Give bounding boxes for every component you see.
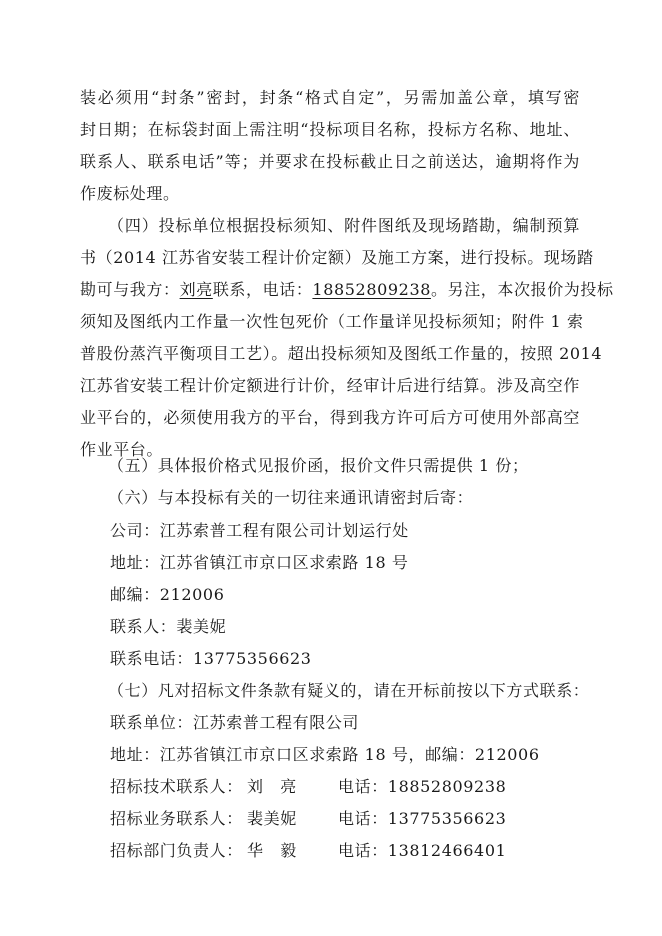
postcode-line: 邮编：212006 [110, 585, 225, 604]
contact-role: 招标技术联系人： [110, 777, 243, 796]
contact-phone: 电话：13812466401 [338, 841, 507, 860]
contact-name: 刘 亮 [247, 777, 297, 796]
text: 勘可与我方： [80, 280, 180, 299]
contact-role: 招标业务联系人： [110, 809, 243, 828]
text-line: （四）投标单位根据投标须知、附件图纸及现场踏勘，编制预算 [108, 216, 580, 235]
contact-name: 裴美妮 [247, 809, 297, 828]
address-line: 地址：江苏省镇江市京口区求索路 18 号，邮编：212006 [110, 745, 540, 764]
contact-row [110, 839, 610, 863]
text-line: 普股份蒸汽平衡项目工艺）。超出投标须知及图纸工作量的，按照 2014 [80, 344, 603, 363]
address-line: 地址：江苏省镇江市京口区求索路 18 号 [110, 553, 409, 572]
text-line: 作废标处理。 [80, 184, 180, 203]
contact-phone: 电话：13775356623 [338, 809, 507, 828]
contact-row [110, 775, 610, 799]
text-line [80, 278, 614, 302]
contact-phone: 电话：18852809238 [338, 777, 507, 796]
text-line: 装必须用“封条”密封，封条“格式自定”，另需加盖公章，填写密 [80, 88, 580, 107]
contact-row [110, 807, 610, 831]
text-line: 作业平台。 [80, 440, 164, 459]
text-line: 江苏省安装工程计价定额进行计价，经审计后进行结算。涉及高空作 [80, 376, 580, 395]
text-line: 业平台的，必须使用我方的平台，得到我方许可后方可使用外部高空 [80, 408, 580, 427]
contact-role: 招标部门负责人： [110, 841, 243, 860]
contact-name: 华 毅 [247, 841, 297, 860]
text-line: 联系人、联系电话”等；并要求在投标截止日之前送达，逾期将作为 [80, 152, 580, 171]
paragraph-5: （五）具体报价格式见报价函，报价文件只需提供 1 份； [108, 456, 529, 475]
text: 。另注，本次报价为投标 [431, 280, 614, 299]
unit-line: 联系单位：江苏索普工程有限公司 [110, 713, 360, 732]
contact-line: 联系人：裴美妮 [110, 617, 227, 636]
text-line: （七）凡对招标文件条款有疑义的，请在开标前按以下方式联系： [108, 681, 590, 700]
text-line: 须知及图纸内工作量一次性包死价（工作量详见投标须知；附件 1 索 [80, 312, 584, 331]
text-line: 书（2014 江苏省安装工程计价定额）及施工方案，进行投标。现场踏 [80, 248, 594, 267]
phone-line: 联系电话：13775356623 [110, 649, 312, 668]
text: 联系，电话： [212, 280, 313, 299]
text-line: 封日期；在标袋封面上需注明“投标项目名称，投标方名称、地址、 [80, 120, 580, 139]
contact-name: 刘亮 [179, 280, 213, 299]
text-line: （六）与本投标有关的一切往来通讯请密封后寄： [108, 488, 474, 507]
contact-phone: 18852809238 [312, 280, 431, 299]
company-line: 公司：江苏索普工程有限公司计划运行处 [110, 521, 409, 540]
